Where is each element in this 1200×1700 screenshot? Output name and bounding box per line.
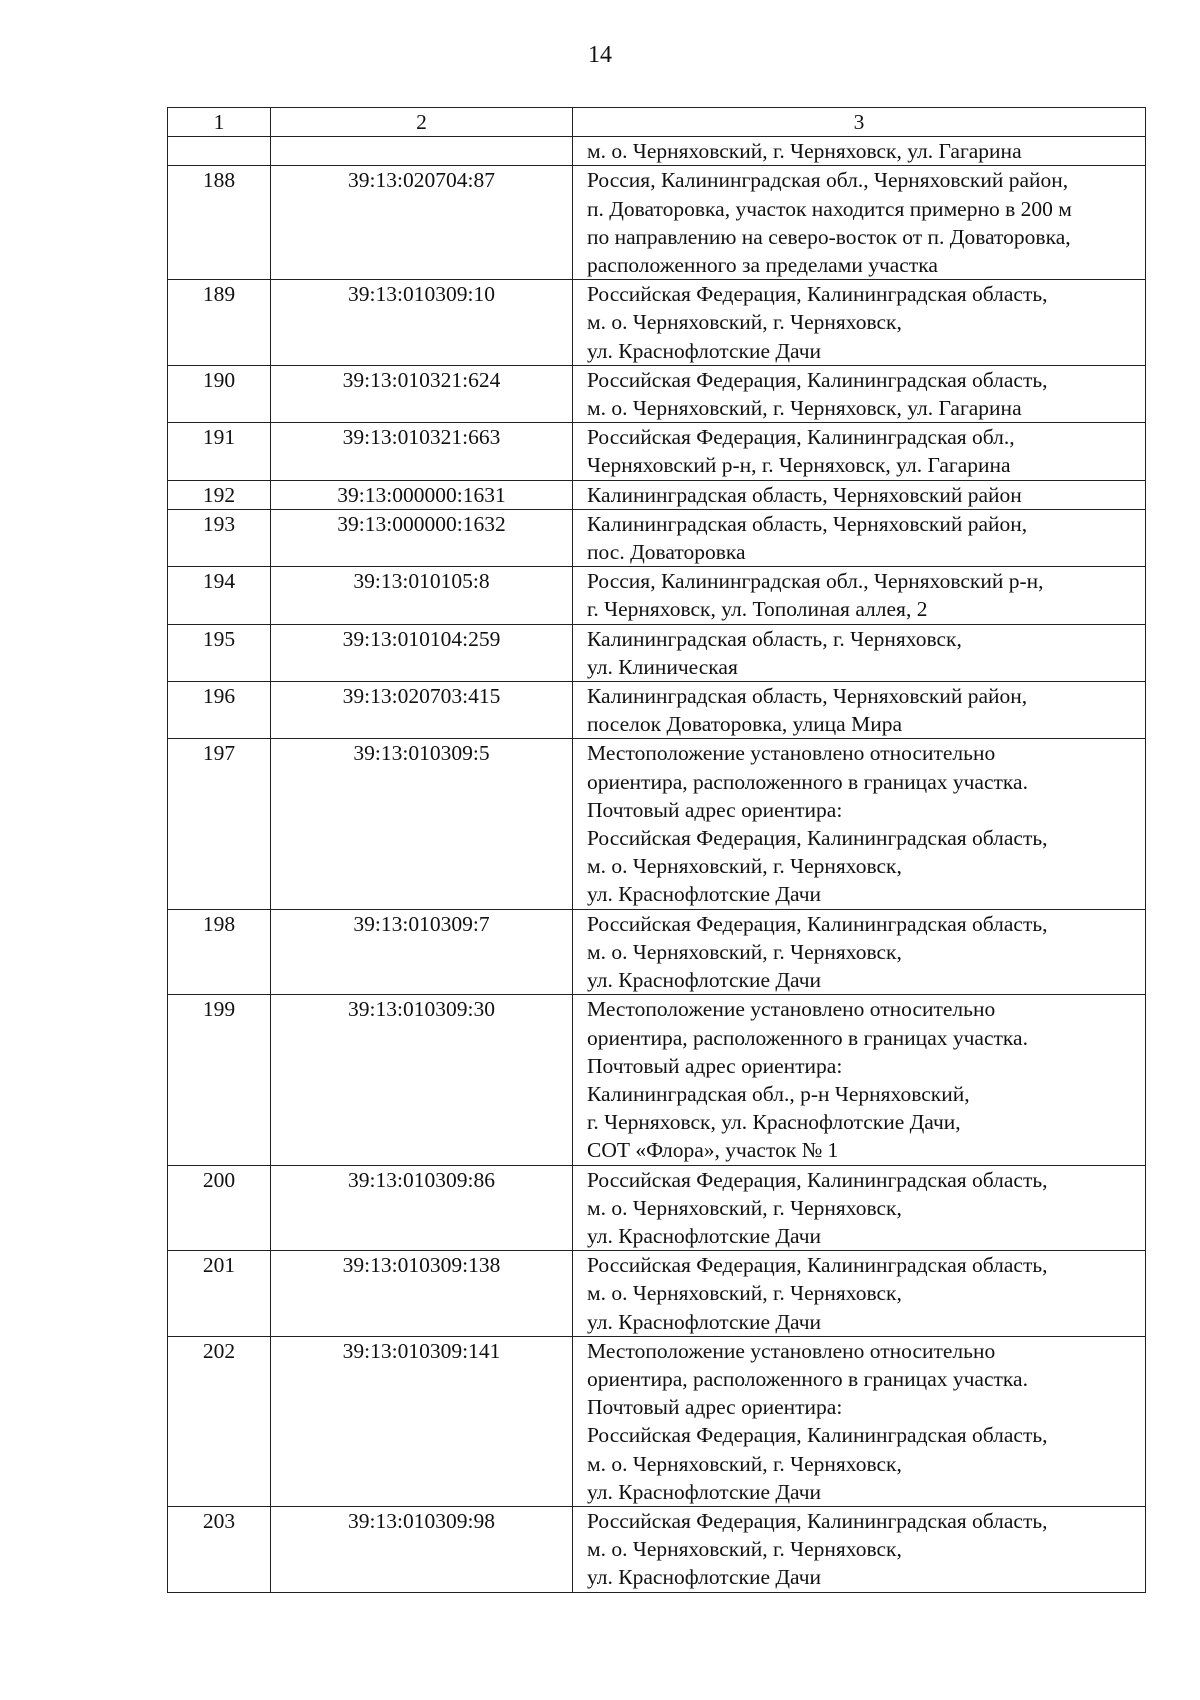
table-row	[168, 1251, 1146, 1337]
table-row	[168, 682, 1146, 739]
address-line: ул. Краснофлотские Дачи	[587, 968, 822, 993]
address-cell	[573, 1506, 1146, 1592]
row-number: 194	[168, 567, 271, 624]
table-row	[168, 1165, 1146, 1251]
table-row	[168, 280, 1146, 366]
address-line: ориентира, расположенного в границах участка.	[587, 769, 1028, 794]
cadastral-number: 39:13:010309:7	[271, 909, 573, 995]
cadastral-number: 39:13:000000:1631	[271, 480, 573, 509]
address-cell	[573, 1165, 1146, 1251]
row-number	[168, 137, 271, 166]
cadastral-number: 39:13:010309:10	[271, 280, 573, 366]
address-line: Российская Федерация, Калининградская область,	[587, 1167, 1048, 1192]
address-line: Местоположение установлено относительно	[587, 741, 996, 766]
address-line: Калининградская область, Черняховский район,	[587, 511, 1028, 536]
row-number: 192	[168, 480, 271, 509]
row-number: 193	[168, 509, 271, 566]
address-cell	[573, 423, 1146, 480]
cadastral-number: 39:13:010309:138	[271, 1251, 573, 1337]
table-row	[168, 739, 1146, 909]
address-line: м. о. Черняховский, г. Черняховск,	[587, 310, 902, 335]
cadastral-number: 39:13:010309:98	[271, 1506, 573, 1592]
address-line: м. о. Черняховский, г. Черняховск, ул. Гагарина	[587, 396, 1022, 421]
address-line: ул. Краснофлотские Дачи	[587, 1565, 822, 1590]
cadastral-number: 39:13:000000:1632	[271, 509, 573, 566]
address-line: поселок Доваторовка, улица Мира	[587, 712, 903, 737]
address-line: Российская Федерация, Калининградская область,	[587, 367, 1048, 392]
table-row	[168, 909, 1146, 995]
address-cell	[573, 567, 1146, 624]
cadastral-number: 39:13:010105:8	[271, 567, 573, 624]
address-line: м. о. Черняховский, г. Черняховск,	[587, 1451, 902, 1476]
address-line: расположенного за пределами участка	[587, 253, 938, 278]
cadastral-number: 39:13:010309:86	[271, 1165, 573, 1251]
address-line: ул. Краснофлотские Дачи	[587, 882, 822, 907]
address-line: СОТ «Флора», участок № 1	[587, 1138, 839, 1163]
land-plots-table	[167, 107, 1146, 1593]
cadastral-number: 39:13:010309:30	[271, 995, 573, 1165]
address-line: Местоположение установлено относительно	[587, 997, 996, 1022]
address-line: Калининградская область, Черняховский район	[587, 482, 1022, 507]
address-line: м. о. Черняховский, г. Черняховск,	[587, 939, 902, 964]
address-cell	[573, 365, 1146, 422]
row-number: 189	[168, 280, 271, 366]
row-number: 201	[168, 1251, 271, 1337]
table-row	[168, 423, 1146, 480]
cadastral-number	[271, 137, 573, 166]
address-line: ул. Краснофлотские Дачи	[587, 1479, 822, 1504]
row-number: 196	[168, 682, 271, 739]
row-number: 195	[168, 624, 271, 681]
address-cell	[573, 624, 1146, 681]
address-line: по направлению на северо-восток от п. Доваторовка,	[587, 224, 1071, 249]
table-row	[168, 624, 1146, 681]
table-header-row	[168, 108, 1146, 137]
table-row	[168, 365, 1146, 422]
row-number: 190	[168, 365, 271, 422]
address-cell	[573, 1251, 1146, 1337]
table-row	[168, 567, 1146, 624]
address-line: Местоположение установлено относительно	[587, 1338, 996, 1363]
address-line: Российская Федерация, Калининградская область,	[587, 1508, 1048, 1533]
address-line: Калининградская область, Черняховский район,	[587, 684, 1028, 709]
address-line: ориентира, расположенного в границах участка.	[587, 1366, 1028, 1391]
table-body	[168, 137, 1146, 1592]
row-number: 202	[168, 1336, 271, 1506]
row-number: 200	[168, 1165, 271, 1251]
address-cell	[573, 480, 1146, 509]
address-line: ул. Краснофлотские Дачи	[587, 1309, 822, 1334]
address-line: Почтовый адрес ориентира:	[587, 1395, 843, 1420]
address-cell	[573, 280, 1146, 366]
address-line: п. Доваторовка, участок находится примерно в 200 м	[587, 196, 1072, 221]
address-line: м. о. Черняховский, г. Черняховск,	[587, 854, 902, 879]
table-row	[168, 137, 1146, 166]
address-cell	[573, 137, 1146, 166]
address-line: пос. Доваторовка	[587, 540, 746, 565]
address-line: Российская Федерация, Калининградская обл.,	[587, 425, 1015, 450]
address-cell	[573, 509, 1146, 566]
row-number: 203	[168, 1506, 271, 1592]
row-number: 198	[168, 909, 271, 995]
address-line: м. о. Черняховский, г. Черняховск,	[587, 1281, 902, 1306]
cadastral-number: 39:13:020703:415	[271, 682, 573, 739]
address-line: Калининградская обл., р-н Черняховский,	[587, 1081, 970, 1106]
table-row	[168, 166, 1146, 280]
cadastral-number: 39:13:010309:5	[271, 739, 573, 909]
cadastral-number: 39:13:020704:87	[271, 166, 573, 280]
address-cell	[573, 739, 1146, 909]
column-header-address: 3	[573, 108, 1146, 137]
row-number: 199	[168, 995, 271, 1165]
row-number: 188	[168, 166, 271, 280]
address-line: Российская Федерация, Калининградская область,	[587, 911, 1048, 936]
address-line: ул. Краснофлотские Дачи	[587, 338, 822, 363]
address-line: Черняховский р-н, г. Черняховск, ул. Гагарина	[587, 453, 1011, 478]
column-header-cadastral: 2	[271, 108, 573, 137]
address-line: ориентира, расположенного в границах участка.	[587, 1025, 1028, 1050]
address-line: м. о. Черняховский, г. Черняховск, ул. Гагарина	[587, 139, 1022, 164]
cadastral-number: 39:13:010321:624	[271, 365, 573, 422]
address-cell	[573, 995, 1146, 1165]
column-header-number: 1	[168, 108, 271, 137]
address-line: Российская Федерация, Калининградская область,	[587, 1423, 1048, 1448]
address-line: м. о. Черняховский, г. Черняховск,	[587, 1195, 902, 1220]
address-line: Калининградская область, г. Черняховск,	[587, 626, 962, 651]
address-cell	[573, 1336, 1146, 1506]
address-cell	[573, 909, 1146, 995]
table-row	[168, 995, 1146, 1165]
address-line: Россия, Калининградская обл., Черняховский р-н,	[587, 569, 1044, 594]
address-line: Российская Федерация, Калининградская область,	[587, 282, 1048, 307]
address-line: Российская Федерация, Калининградская область,	[587, 826, 1048, 851]
address-line: Почтовый адрес ориентира:	[587, 1053, 843, 1078]
address-line: м. о. Черняховский, г. Черняховск,	[587, 1537, 902, 1562]
address-line: г. Черняховск, ул. Тополиная аллея, 2	[587, 597, 928, 622]
address-line: Почтовый адрес ориентира:	[587, 797, 843, 822]
address-line: г. Черняховск, ул. Краснофлотские Дачи,	[587, 1110, 961, 1135]
address-line: Россия, Калининградская обл., Черняховский район,	[587, 168, 1069, 193]
page-number: 14	[588, 42, 612, 68]
cadastral-number: 39:13:010321:663	[271, 423, 573, 480]
table-row	[168, 1506, 1146, 1592]
table-row	[168, 509, 1146, 566]
address-cell	[573, 166, 1146, 280]
row-number: 191	[168, 423, 271, 480]
address-line: ул. Краснофлотские Дачи	[587, 1223, 822, 1248]
cadastral-number: 39:13:010309:141	[271, 1336, 573, 1506]
address-cell	[573, 682, 1146, 739]
table-row	[168, 1336, 1146, 1506]
address-line: ул. Клиническая	[587, 654, 738, 679]
row-number: 197	[168, 739, 271, 909]
table-row	[168, 480, 1146, 509]
address-line: Российская Федерация, Калининградская область,	[587, 1253, 1048, 1278]
cadastral-number: 39:13:010104:259	[271, 624, 573, 681]
